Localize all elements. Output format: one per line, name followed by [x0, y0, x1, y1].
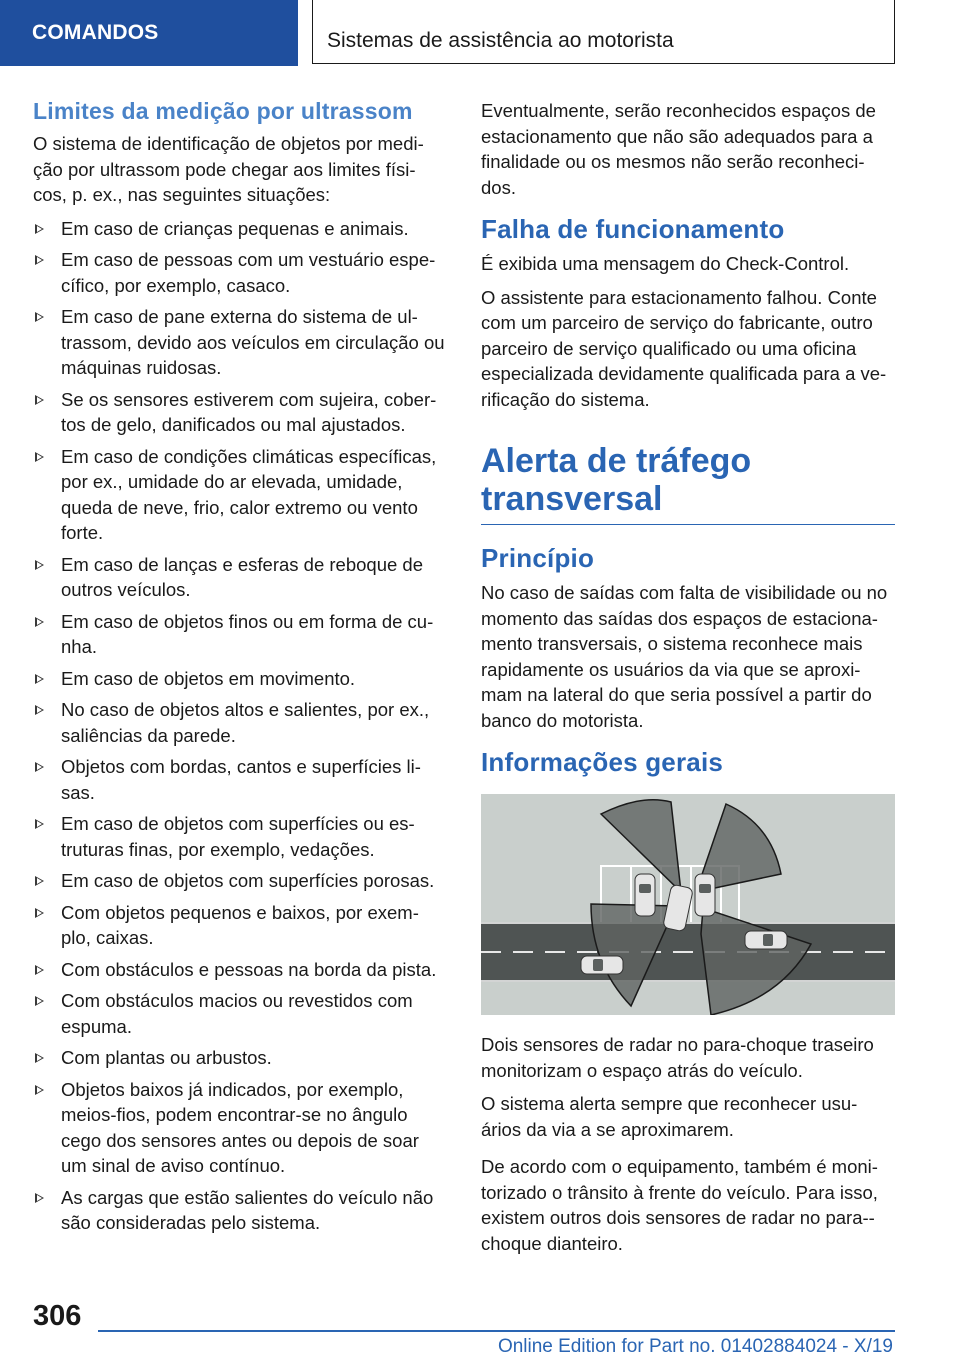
triangle-bullet-icon [35, 395, 44, 405]
triangle-bullet-icon [35, 560, 44, 570]
triangle-bullet-icon [35, 674, 44, 684]
triangle-bullet-icon [35, 452, 44, 462]
list-item: Em caso de objetos com superfícies porosas. [33, 868, 447, 894]
triangle-bullet-icon [35, 1193, 44, 1203]
chapter-title-tab: Sistemas de assistência ao motorista [312, 0, 895, 64]
triangle-bullet-icon [35, 617, 44, 627]
general-info-heading: Informações gerais [481, 747, 724, 777]
list-item: Com objetos pequenos e baixos, por exem-plo, caixas. [33, 900, 447, 951]
triangle-bullet-icon [35, 908, 44, 918]
edition-footer: Online Edition for Part no. 01402884024 - X/19 [497, 1336, 893, 1357]
malfunction-message-paragraph: É exibida uma mensagem do Check-Control. [481, 253, 850, 274]
triangle-bullet-icon [35, 876, 44, 886]
triangle-bullet-icon [35, 965, 44, 975]
cross-traffic-radar-illustration [481, 794, 895, 1015]
list-item: Com obstáculos macios ou revestidos com espuma. [33, 988, 447, 1039]
list-item: As cargas que estão salientes do veículo não são consideradas pelo sistema. [33, 1185, 447, 1236]
parking-continued-paragraph: Eventualmente, serão reconhecidos espaços de estacionamento que não são adequados para a finalidade ou os mesmos não serão reconheci-dos. [481, 100, 876, 198]
list-item: Em caso de objetos em movimento. [33, 666, 447, 692]
malfunction-service-paragraph: O assistente para estacionamento falhou. Conte com um parceiro de serviço do fabricante, outro parceiro de serviço qualificado ou uma oficina especializada devidamente qualificada para a ve-rificação do sistema. [481, 286, 887, 410]
right-column [481, 98, 895, 1264]
triangle-bullet-icon [35, 255, 44, 265]
list-item: Em caso de objetos finos ou em forma de cu-nha. [33, 609, 447, 660]
page-number: 306 [33, 1300, 82, 1332]
left-column [33, 98, 447, 1242]
triangle-bullet-icon [35, 312, 44, 322]
general-radar-paragraph: Dois sensores de radar no para-choque traseiro monitorizam o espaço atrás do veículo. [481, 1034, 874, 1081]
principle-heading: Princípio [481, 543, 595, 573]
list-item: Se os sensores estiverem com sujeira, cober-tos de gelo, danificados ou mal ajustados. [33, 387, 447, 438]
triangle-bullet-icon [35, 1085, 44, 1095]
list-item: Em caso de pessoas com um vestuário espe-cífico, por exemplo, casaco. [33, 247, 447, 298]
ultrasound-limits-heading: Limites da medição por ultrassom [33, 98, 413, 124]
general-alert-paragraph: O sistema alerta sempre que reconhecer usu-ários da via a se aproximarem. [481, 1093, 858, 1140]
limits-list [33, 216, 447, 1236]
malfunction-heading: Falha de funcionamento [481, 214, 785, 244]
section-tab: COMANDOS [0, 0, 298, 66]
list-item: Em caso de objetos com superfícies ou es-truturas finas, por exemplo, vedações. [33, 811, 447, 862]
ultrasound-limits-intro: O sistema de identificação de objetos por medi-ção por ultrassom pode chegar aos limites físi-cos, p. ex., nas seguintes situações: [33, 133, 424, 205]
triangle-bullet-icon [35, 705, 44, 715]
list-item: Com obstáculos e pessoas na borda da pista. [33, 957, 447, 983]
list-item: Em caso de condições climáticas específicas, por ex., umidade do ar elevada, umidade, queda de neve, frio, calor extremo ou vento forte. [33, 444, 447, 546]
list-item: Objetos baixos já indicados, por exemplo, meios-fios, podem encontrar-se no ângulo cego dos sensores antes ou depois de soar um sinal de aviso contínuo. [33, 1077, 447, 1179]
triangle-bullet-icon [35, 819, 44, 829]
list-item: No caso de objetos altos e salientes, por ex., saliências da parede. [33, 697, 447, 748]
chapter-title-rule [481, 524, 895, 525]
list-item: Em caso de lanças e esferas de reboque de outros veículos. [33, 552, 447, 603]
principle-paragraph: No caso de saídas com falta de visibilidade ou no momento das saídas dos espaços de estaciona-mento transversais, o sistema reconhece mais rapidamente os usuários da via que se aproxi-mam na lateral do que seria possível a partir do banco do motorista. [481, 582, 888, 731]
list-item: Objetos com bordas, cantos e superfícies li-sas. [33, 754, 447, 805]
list-item: Em caso de pane externa do sistema de ul-trassom, devido aos veículos em circulação ou máquinas ruidosas. [33, 304, 447, 381]
list-item: Em caso de crianças pequenas e animais. [33, 216, 447, 242]
triangle-bullet-icon [35, 224, 44, 234]
footer-rule [98, 1330, 895, 1332]
triangle-bullet-icon [35, 1053, 44, 1063]
general-front-paragraph: De acordo com o equipamento, também é moni-torizado o trânsito à frente do veículo. Para isso, existem outros dois sensores de radar no para--choque dianteiro. [481, 1156, 878, 1254]
triangle-bullet-icon [35, 996, 44, 1006]
triangle-bullet-icon [35, 762, 44, 772]
cross-traffic-chapter-title: Alerta de tráfego transversal [481, 442, 752, 518]
list-item: Com plantas ou arbustos. [33, 1045, 447, 1071]
page-header [0, 0, 960, 66]
